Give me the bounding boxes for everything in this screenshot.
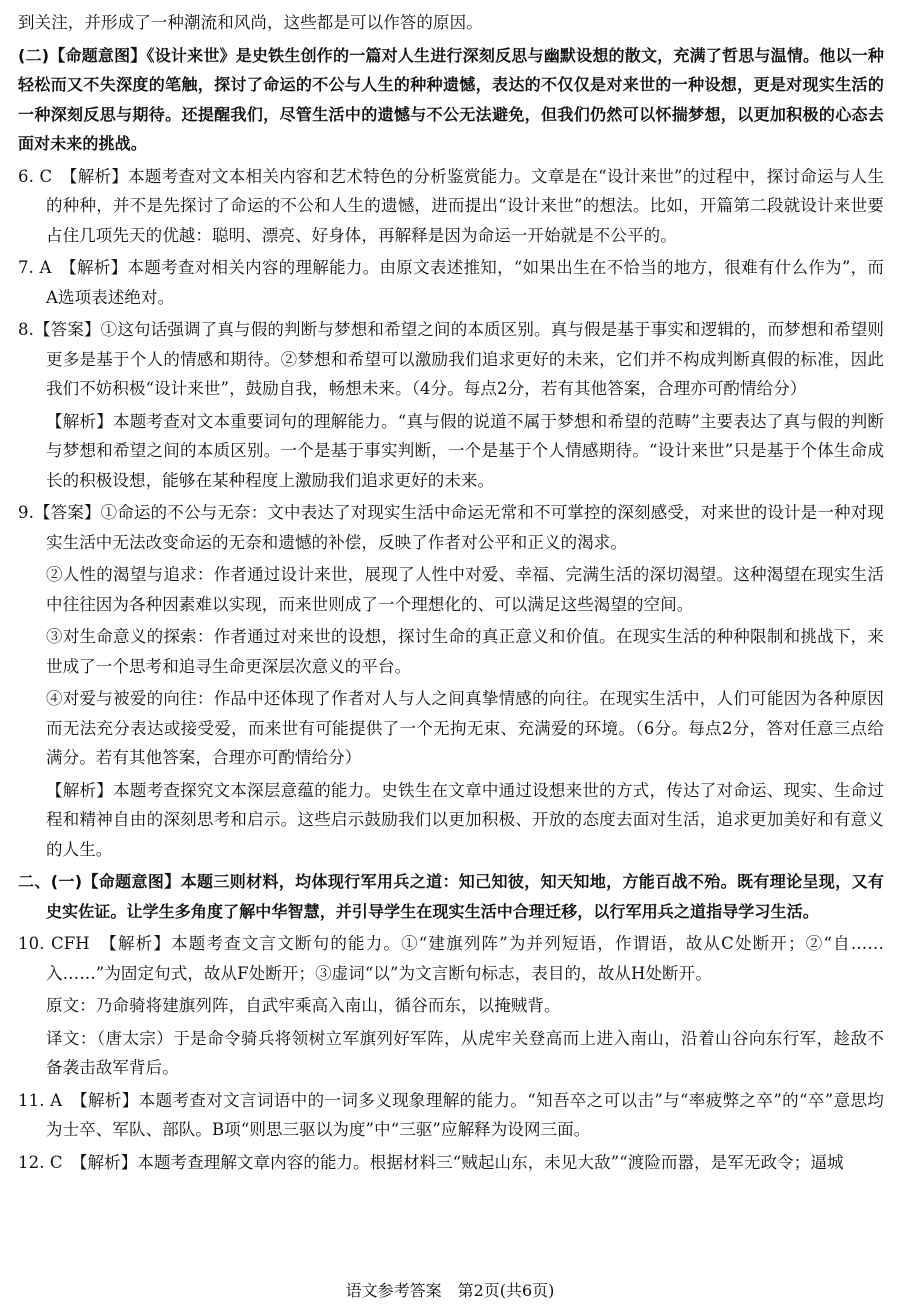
answer-7: 7. A 【解析】本题考查对相关内容的理解能力。由原文表述推知，“如果出生在不恰当的地方，很难有什么作为”，而A选项表述绝对。 bbox=[18, 258, 884, 307]
answer-9-point-2: ②人性的渴望与追求：作者通过设计来世，展现了人性中对爱、幸福、完满生活的深切渴望。这种渴望在现实生活中往往因为各种因素难以实现，而来世则成了一个理想化的、可以满足这些渴望的空间。 bbox=[46, 565, 884, 614]
answer-9-analysis: 【解析】本题考查探究文本深层意蕴的能力。史铁生在文章中通过设想来世的方式，传达了对命运、现实、生命过程和精神自由的深刻思考和启示。这些启示鼓励我们以更加积极、开放的态度去面对生活，追求更加美好和有意义的人生。 bbox=[46, 780, 884, 859]
paragraph-intro-tail: 到关注，并形成了一种潮流和风尚，这些都是可以作答的原因。 bbox=[18, 13, 483, 32]
answer-9-point-1: 9.【答案】①命运的不公与无奈：文中表达了对现实生活中命运无常和不可掌控的深刻感受，对来世的设计是一种对现实生活中无法改变命运的无奈和遗憾的补偿，反映了作者对公平和正义的渴求。 bbox=[18, 503, 884, 552]
answer-11: 11. A 【解析】本题考查对文言词语中的一词多义现象理解的能力。“知吾卒之可以击”与“率疲弊之卒”的“卒”意思均为士卒、军队、部队。B项“则思三驱以为度”中“三驱”应解释为设网三面。 bbox=[18, 1090, 884, 1139]
section-2-intent: (二)【命题意图】《设计来世》是史铁生创作的一篇对人生进行深刻反思与幽默设想的散文，充满了哲思与温情。他以一种轻松而又不失深度的笔触，探讨了命运的不公与人生的种种遗憾，表达的不仅仅是对来世的一种设想，更是对现实生活的一种深刻反思与期待。还提醒我们，尽管生活中的遗憾与不公无法避免，但我们仍然可以怀揣梦想，以更加积极的心态去面对未来的挑战。 bbox=[18, 45, 884, 153]
answer-6: 6. C 【解析】本题考查对文本相关内容和艺术特色的分析鉴赏能力。文章是在“设计来世”的过程中，探讨命运与人生的种种，并不是先探讨了命运的不公和人生的遗憾，进而提出“设计来世”的想法。比如，开篇第二段就设计来世要占住几项先天的优越：聪明、漂亮、好身体，再解释是因为命运一开始就是不公平的。 bbox=[18, 166, 884, 245]
answer-9-point-3: ③对生命意义的探索：作者通过对来世的设想，探讨生命的真正意义和价值。在现实生活的种种限制和挑战下，来世成了一个思考和追寻生命更深层次意义的平台。 bbox=[46, 627, 884, 676]
page-footer: 语文参考答案 第2页(共6页) bbox=[345, 1281, 555, 1300]
answer-8-analysis: 【解析】本题考查对文本重要词句的理解能力。“真与假的说道不属于梦想和希望的范畴”主要表达了真与假的判断与梦想和希望之间的本质区别。一个是基于事实判断，一个是基于个人情感期待。“设计来世”只是基于个体生命成长的积极设想，能够在某种程度上激励我们追求更好的未来。 bbox=[46, 411, 884, 490]
answer-10: 10. CFH 【解析】本题考查文言文断句的能力。①“建旗列阵”为并列短语，作谓语，故从C处断开；②“自……入……”为固定句式，故从F处断开；③虚词“以”为文言断句标志，表目的，故从H处断开。 bbox=[18, 934, 884, 983]
answer-9-point-4: ④对爱与被爱的向往：作品中还体现了作者对人与人之间真挚情感的向往。在现实生活中，人们可能因为各种原因而无法充分表达或接受爱，而来世有可能提供了一个无拘无束、充满爱的环境。（6分。每点2分，答对任意三点给满分。若有其他答案，合理亦可酌情给分） bbox=[46, 689, 884, 767]
page-content bbox=[18, 8, 884, 1180]
answer-10-original: 原文：乃命骑将建旗列阵，自武牢乘高入南山，循谷而东，以掩贼背。 bbox=[46, 996, 561, 1015]
part-2-intent: 二、(一)【命题意图】本题三则材料，均体现行军用兵之道：知己知彼，知天知地，方能百战不殆。既有理论呈现，又有史实佐证。让学生多角度了解中华智慧，并引导学生在现实生活中合理迁移，以行军用兵之道指导学习生活。 bbox=[18, 872, 884, 921]
answer-12: 12. C 【解析】本题考查理解文章内容的能力。根据材料三“贼起山东，未见大敌”“渡险而嚣，是军无政令；逼城 bbox=[18, 1152, 844, 1172]
answer-8: 8.【答案】①这句话强调了真与假的判断与梦想和希望之间的本质区别。真与假是基于事实和逻辑的，而梦想和希望则更多是基于个人的情感和期待。②梦想和希望可以激励我们追求更好的未来，它们并不构成判断真假的标准，因此我们不妨积极“设计来世”，鼓励自我，畅想未来。（4分。每点2分，若有其他答案，合理亦可酌情给分） bbox=[18, 320, 884, 398]
answer-10-translation: 译文：（唐太宗）于是命令骑兵将领树立军旗列好军阵，从虎牢关登高而上进入南山，沿着山谷向东行军，趁敌不备袭击敌军背后。 bbox=[46, 1028, 884, 1077]
